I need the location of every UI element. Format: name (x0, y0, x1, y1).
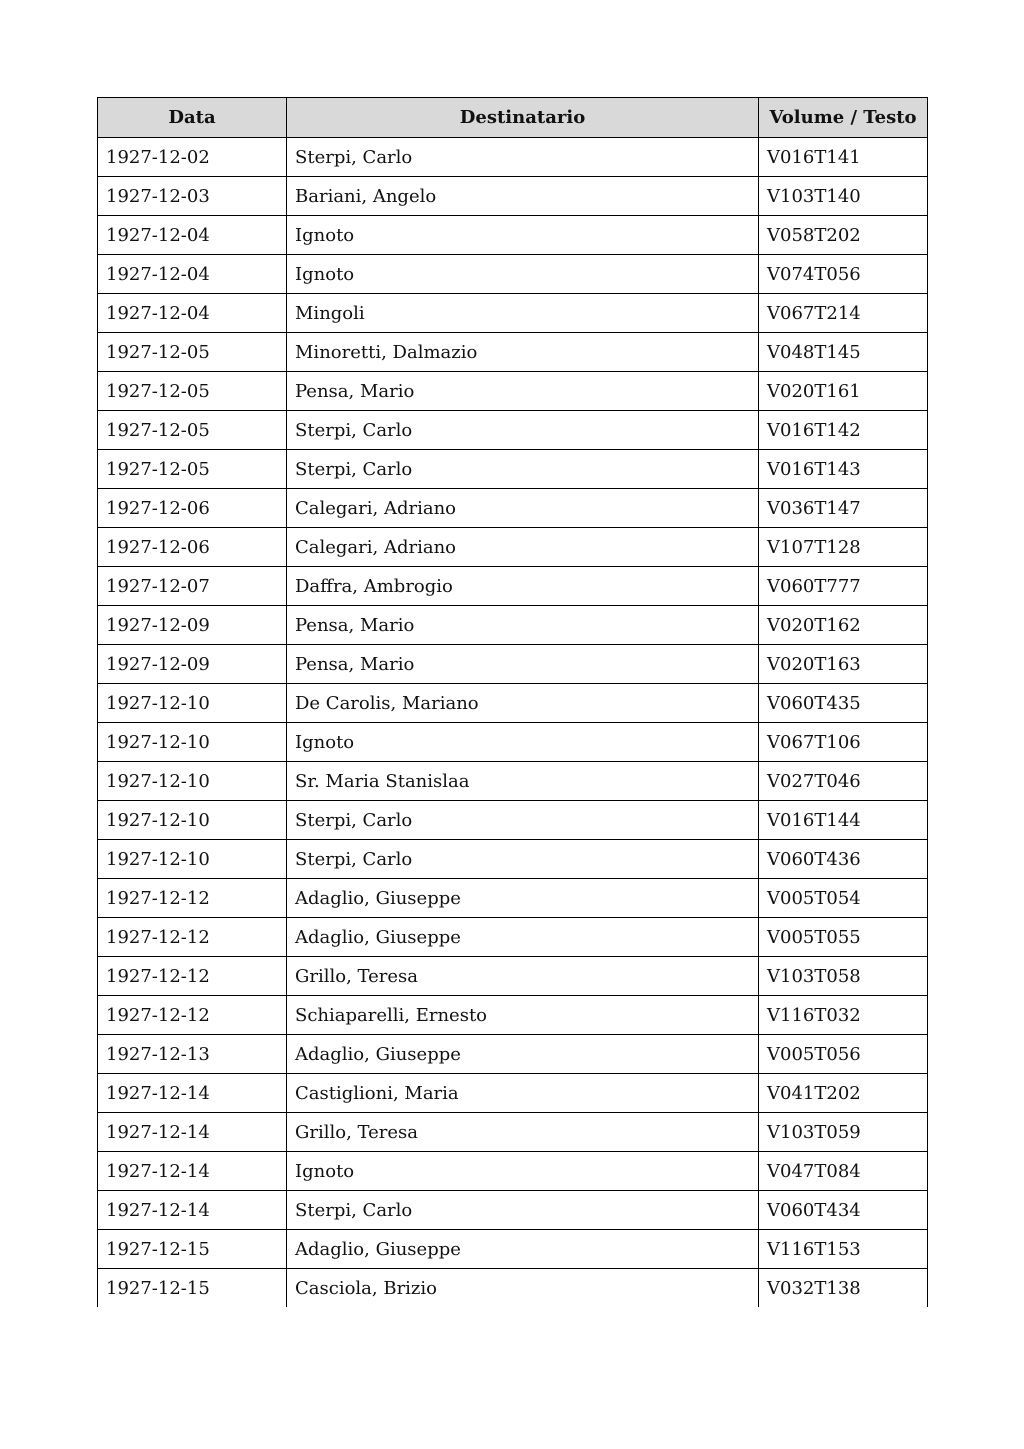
cell-destinatario: Adaglio, Giuseppe (287, 1035, 759, 1074)
cell-volume-testo: V116T032 (759, 996, 928, 1035)
document-page (97, 97, 927, 1307)
table-row (98, 333, 928, 372)
table-row (98, 957, 928, 996)
table-row (98, 1230, 928, 1269)
cell-destinatario: Ignoto (287, 1152, 759, 1191)
cell-destinatario: Pensa, Mario (287, 606, 759, 645)
header-volume-testo: Volume / Testo (759, 98, 928, 138)
cell-destinatario: Sterpi, Carlo (287, 411, 759, 450)
cell-destinatario: Daffra, Ambrogio (287, 567, 759, 606)
cell-destinatario: Ignoto (287, 723, 759, 762)
cell-data: 1927-12-04 (98, 255, 287, 294)
cell-volume-testo: V005T056 (759, 1035, 928, 1074)
cell-volume-testo: V074T056 (759, 255, 928, 294)
table-row (98, 138, 928, 177)
cell-volume-testo: V060T436 (759, 840, 928, 879)
table-header-row (98, 98, 928, 138)
cell-volume-testo: V036T147 (759, 489, 928, 528)
cell-data: 1927-12-10 (98, 684, 287, 723)
cell-destinatario: Castiglioni, Maria (287, 1074, 759, 1113)
table-row (98, 489, 928, 528)
cell-data: 1927-12-05 (98, 372, 287, 411)
cell-destinatario: Casciola, Brizio (287, 1269, 759, 1308)
cell-data: 1927-12-12 (98, 879, 287, 918)
table-row (98, 294, 928, 333)
cell-volume-testo: V016T143 (759, 450, 928, 489)
cell-data: 1927-12-10 (98, 723, 287, 762)
cell-data: 1927-12-15 (98, 1230, 287, 1269)
table-row (98, 372, 928, 411)
table-row (98, 996, 928, 1035)
cell-data: 1927-12-04 (98, 216, 287, 255)
cell-data: 1927-12-10 (98, 801, 287, 840)
cell-volume-testo: V005T055 (759, 918, 928, 957)
table-row (98, 216, 928, 255)
cell-volume-testo: V103T059 (759, 1113, 928, 1152)
cell-destinatario: Schiaparelli, Ernesto (287, 996, 759, 1035)
cell-volume-testo: V067T214 (759, 294, 928, 333)
cell-volume-testo: V027T046 (759, 762, 928, 801)
cell-volume-testo: V060T434 (759, 1191, 928, 1230)
table-row (98, 1113, 928, 1152)
cell-data: 1927-12-12 (98, 957, 287, 996)
cell-data: 1927-12-06 (98, 528, 287, 567)
cell-volume-testo: V016T141 (759, 138, 928, 177)
cell-data: 1927-12-06 (98, 489, 287, 528)
cell-destinatario: Calegari, Adriano (287, 489, 759, 528)
cell-destinatario: Adaglio, Giuseppe (287, 879, 759, 918)
table-row (98, 1035, 928, 1074)
cell-data: 1927-12-05 (98, 450, 287, 489)
cell-destinatario: Adaglio, Giuseppe (287, 1230, 759, 1269)
cell-destinatario: Adaglio, Giuseppe (287, 918, 759, 957)
cell-volume-testo: V016T144 (759, 801, 928, 840)
cell-destinatario: Sterpi, Carlo (287, 138, 759, 177)
table-row (98, 1269, 928, 1308)
cell-destinatario: Ignoto (287, 255, 759, 294)
table-row (98, 177, 928, 216)
cell-data: 1927-12-15 (98, 1269, 287, 1308)
cell-data: 1927-12-09 (98, 606, 287, 645)
cell-destinatario: De Carolis, Mariano (287, 684, 759, 723)
cell-data: 1927-12-05 (98, 333, 287, 372)
table-body (98, 138, 928, 1308)
cell-volume-testo: V067T106 (759, 723, 928, 762)
cell-volume-testo: V020T161 (759, 372, 928, 411)
table-row (98, 1074, 928, 1113)
cell-destinatario: Pensa, Mario (287, 372, 759, 411)
table-row (98, 1152, 928, 1191)
table-row (98, 411, 928, 450)
cell-destinatario: Minoretti, Dalmazio (287, 333, 759, 372)
cell-data: 1927-12-10 (98, 840, 287, 879)
cell-destinatario: Sterpi, Carlo (287, 840, 759, 879)
cell-volume-testo: V060T777 (759, 567, 928, 606)
cell-volume-testo: V020T163 (759, 645, 928, 684)
cell-volume-testo: V041T202 (759, 1074, 928, 1113)
cell-volume-testo: V103T140 (759, 177, 928, 216)
table-row (98, 684, 928, 723)
cell-volume-testo: V032T138 (759, 1269, 928, 1308)
cell-volume-testo: V103T058 (759, 957, 928, 996)
cell-data: 1927-12-14 (98, 1152, 287, 1191)
table-row (98, 723, 928, 762)
table-row (98, 801, 928, 840)
cell-volume-testo: V047T084 (759, 1152, 928, 1191)
cell-destinatario: Calegari, Adriano (287, 528, 759, 567)
cell-volume-testo: V020T162 (759, 606, 928, 645)
cell-destinatario: Ignoto (287, 216, 759, 255)
table-row (98, 255, 928, 294)
cell-volume-testo: V107T128 (759, 528, 928, 567)
cell-data: 1927-12-09 (98, 645, 287, 684)
table-row (98, 450, 928, 489)
cell-volume-testo: V116T153 (759, 1230, 928, 1269)
cell-destinatario: Sterpi, Carlo (287, 450, 759, 489)
cell-volume-testo: V058T202 (759, 216, 928, 255)
table-row (98, 879, 928, 918)
cell-destinatario: Grillo, Teresa (287, 957, 759, 996)
cell-destinatario: Bariani, Angelo (287, 177, 759, 216)
cell-volume-testo: V048T145 (759, 333, 928, 372)
cell-data: 1927-12-04 (98, 294, 287, 333)
cell-destinatario: Sr. Maria Stanislaa (287, 762, 759, 801)
table-row (98, 918, 928, 957)
cell-volume-testo: V016T142 (759, 411, 928, 450)
cell-data: 1927-12-14 (98, 1191, 287, 1230)
cell-data: 1927-12-10 (98, 762, 287, 801)
letters-table (97, 97, 928, 1307)
cell-data: 1927-12-02 (98, 138, 287, 177)
table-row (98, 567, 928, 606)
cell-destinatario: Sterpi, Carlo (287, 1191, 759, 1230)
cell-volume-testo: V060T435 (759, 684, 928, 723)
cell-destinatario: Pensa, Mario (287, 645, 759, 684)
cell-data: 1927-12-07 (98, 567, 287, 606)
cell-data: 1927-12-14 (98, 1074, 287, 1113)
header-destinatario: Destinatario (287, 98, 759, 138)
cell-data: 1927-12-12 (98, 918, 287, 957)
cell-data: 1927-12-03 (98, 177, 287, 216)
table-row (98, 645, 928, 684)
cell-data: 1927-12-14 (98, 1113, 287, 1152)
cell-destinatario: Grillo, Teresa (287, 1113, 759, 1152)
table-row (98, 762, 928, 801)
cell-volume-testo: V005T054 (759, 879, 928, 918)
cell-data: 1927-12-05 (98, 411, 287, 450)
table-row (98, 606, 928, 645)
cell-destinatario: Mingoli (287, 294, 759, 333)
cell-data: 1927-12-13 (98, 1035, 287, 1074)
cell-data: 1927-12-12 (98, 996, 287, 1035)
table-row (98, 840, 928, 879)
table-row (98, 528, 928, 567)
table-row (98, 1191, 928, 1230)
cell-destinatario: Sterpi, Carlo (287, 801, 759, 840)
header-data: Data (98, 98, 287, 138)
